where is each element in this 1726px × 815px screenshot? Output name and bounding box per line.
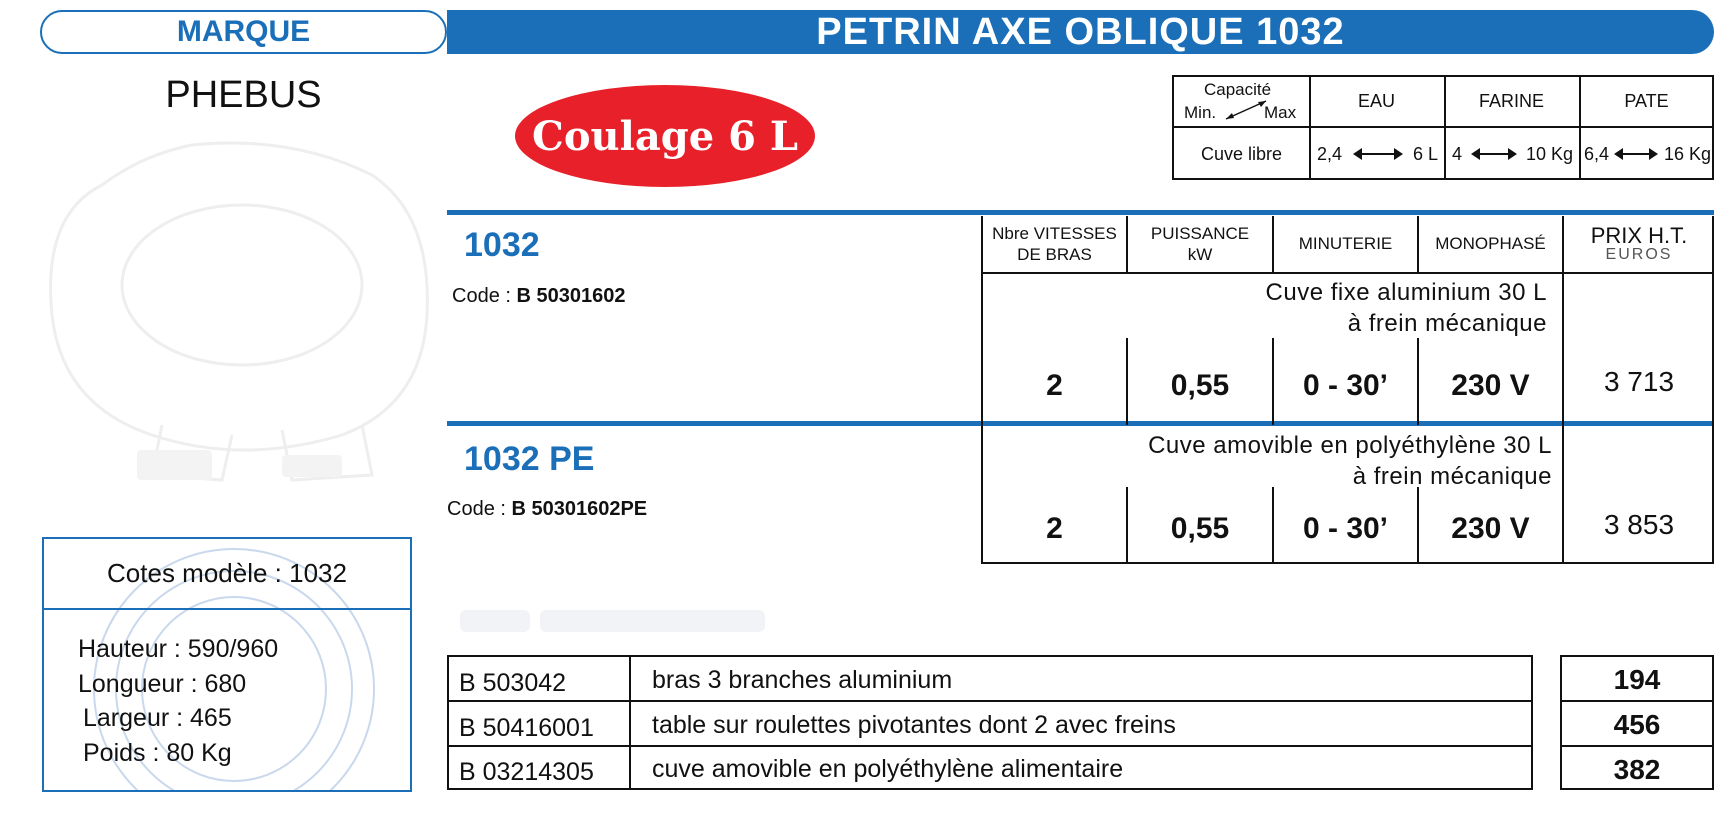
option-label: bras 3 branches aluminium [652,666,953,694]
header-minuterie: MINUTERIE [1298,234,1393,254]
capacity-table [1172,75,1714,180]
option-label: cuve amovible en polyéthylène alimentaire [652,755,1124,783]
brand-name: PHEBUS [165,74,322,116]
product-code: Code : B 50301602 [452,285,626,307]
price-value: 3 713 [1603,366,1675,397]
vitesses-value: 2 [1046,369,1063,402]
price-value: 3 853 [1603,509,1675,540]
option-ref: B 503042 [459,669,567,697]
spec-table [981,216,1714,564]
capacity-corner [1174,77,1309,126]
capacity-col-pate: PATE [1624,91,1669,111]
capacity-farine-range [1446,128,1579,180]
page-title: PETRIN AXE OBLIQUE 1032 [447,10,1714,54]
capacity-row-label: Cuve libre [1200,143,1283,164]
puissance-value: 0,55 [1170,512,1230,545]
product-description: Cuve amovible en polyéthylène 30 L à frein mécanique [1148,432,1552,491]
capacity-col-eau: EAU [1357,91,1395,111]
puissance-value: 0,55 [1170,369,1230,402]
capacity-corner-min: Min. [1184,103,1217,122]
model-name: 1032 PE [464,440,595,478]
header-prix: PRIX H.T. EUROS [1590,223,1688,264]
option-price: 194 [1613,663,1661,695]
options-price-table [1560,655,1714,790]
dimension-largeur: Largeur : 465 [83,704,232,732]
badge-text: Coulage 6 L [532,112,798,160]
capacity-eau-range [1311,128,1444,180]
dimension-hauteur: Hauteur : 590/960 [78,635,279,663]
dimensions-box [42,537,412,792]
options-table [447,655,1533,790]
dimension-poids: Poids : 80 Kg [83,739,232,767]
minuterie-value: 0 - 30’ [1302,512,1389,545]
marque-label: MARQUE [40,10,447,54]
dimension-longueur: Longueur : 680 [78,670,247,698]
header-vitesses: Nbre VITESSES DE BRAS [992,223,1117,264]
option-price: 456 [1613,708,1661,740]
option-label: table sur roulettes pivotantes dont 2 avec freins [652,711,1176,739]
monophase-value: 230 V [1451,512,1530,545]
option-ref: B 50416001 [459,714,594,742]
product-description: Cuve fixe aluminium 30 L à frein mécanique [1265,279,1547,338]
monophase-value: 230 V [1451,369,1530,402]
capacity-max: 16 Kg [1663,143,1711,164]
capacity-min: 6,4 [1584,143,1610,164]
capacity-max: 6 L [1412,143,1438,164]
option-price: 382 [1613,753,1661,785]
capacity-corner-label: Capacité [1204,80,1272,99]
header-monophase: MONOPHASÉ [1435,234,1546,254]
double-arrow-icon [1471,147,1517,161]
double-arrow-icon [1353,147,1403,161]
dimensions-title: Cotes modèle : 1032 [107,558,347,588]
minuterie-value: 0 - 30’ [1302,369,1389,402]
option-ref: B 03214305 [459,758,594,786]
header-puissance: PUISSANCE kW [1150,223,1250,264]
product-photo [42,135,434,510]
product-code: Code : B 50301602PE [447,498,648,520]
capacity-max: 10 Kg [1525,143,1573,164]
model-name: 1032 [464,226,540,264]
capacity-col-farine: FARINE [1478,91,1544,111]
section-divider [447,210,1714,215]
capacity-min: 4 [1452,143,1463,164]
capacity-min: 2,4 [1317,143,1343,164]
capacity-pate-range [1581,128,1714,180]
faded-heading [460,606,770,636]
vitesses-value: 2 [1046,512,1063,545]
capacity-corner-max: Max [1264,103,1297,122]
double-arrow-icon [1614,147,1658,161]
